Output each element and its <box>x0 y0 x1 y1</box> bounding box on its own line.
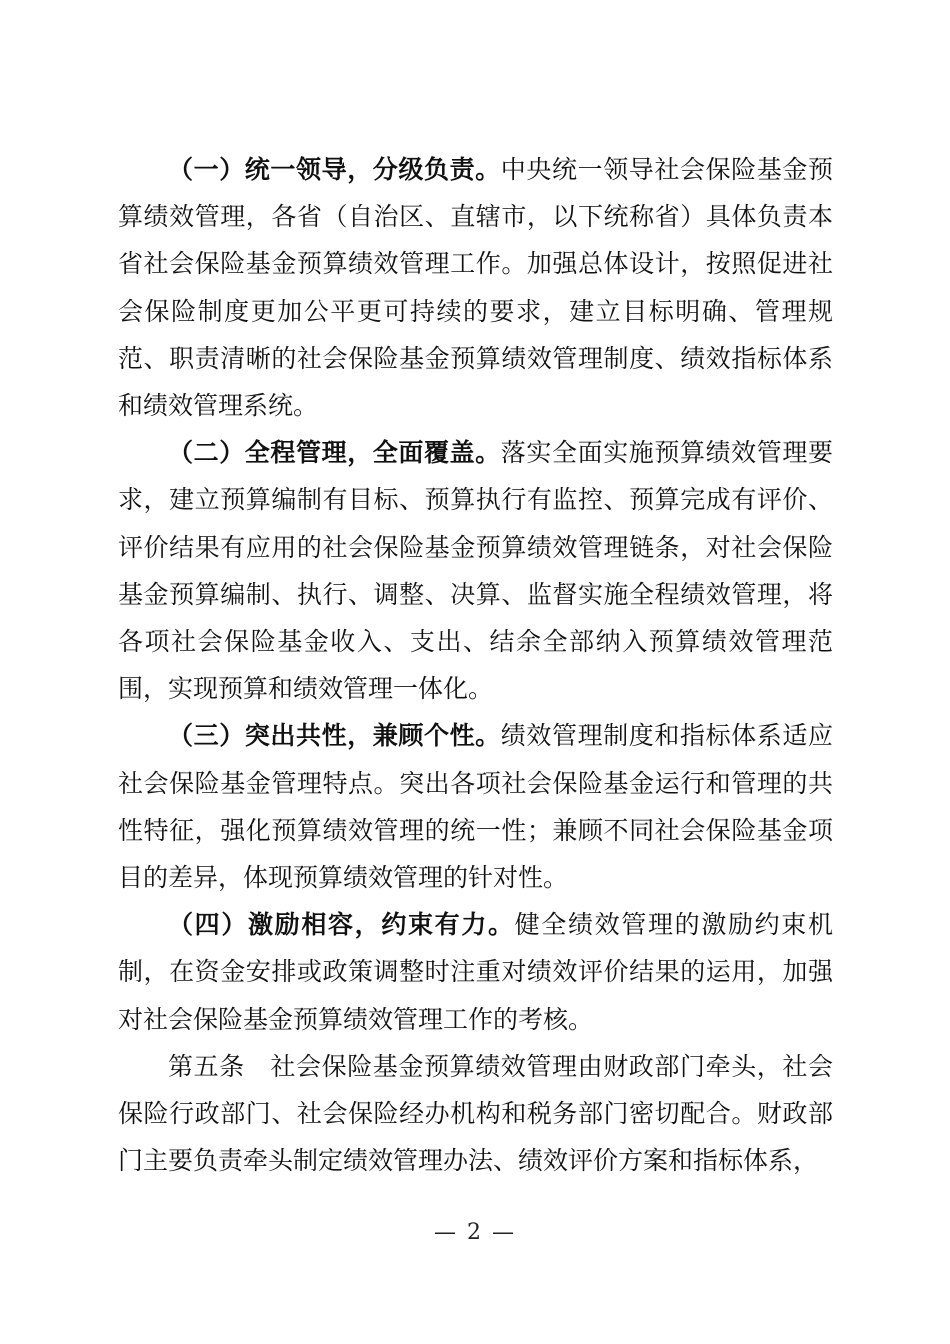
paragraph-text: 第五条 社会保险基金预算绩效管理由财政部门牵头，社会保险行政部门、社会保险经办机构和税务部门密切配合。财政部门主要负责牵头制定绩效管理办法、绩效评价方案和指标体系， <box>118 1051 833 1176</box>
body-text <box>118 146 833 1184</box>
page-number: — 2 — <box>434 1220 516 1245</box>
paragraph-lead: （三）突出共性，兼顾个性。 <box>168 721 501 751</box>
paragraph-principle-4 <box>118 901 833 1043</box>
paragraph-lead: （四）激励相容，约束有力。 <box>168 910 515 940</box>
paragraph-principle-3 <box>118 712 833 901</box>
paragraph-principle-2 <box>118 429 833 712</box>
paragraph-text: 落实全面实施预算绩效管理要求，建立预算编制有目标、预算执行有监控、预算完成有评价、评价结果有应用的社会保险基金预算绩效管理链条，对社会保险基金预算编制、执行、调整、决算、监督实施全程绩效管理，将各项社会保险基金收入、支出、结余全部纳入预算绩效管理范围，实现预算和绩效管理一体化。 <box>118 438 833 704</box>
paragraph-lead: （一）统一领导，分级负责。 <box>168 155 501 184</box>
paragraph-principle-1 <box>118 146 833 429</box>
paragraph-text: 健全绩效管理的激励约束机制，在资金安排或政策调整时注重对绩效评价结果的运用，加强对社会保险基金预算绩效管理工作的考核。 <box>118 910 833 1034</box>
paragraph-text: 绩效管理制度和指标体系适应社会保险基金管理特点。突出各项社会保险基金运行和管理的共性特征，强化预算绩效管理的统一性；兼顾不同社会保险基金项目的差异，体现预算绩效管理的针对性。 <box>118 721 833 893</box>
paragraph-article-5 <box>118 1043 833 1185</box>
paragraph-text: 中央统一领导社会保险基金预算绩效管理，各省（自治区、直辖市，以下统称省）具体负责本省社会保险基金预算绩效管理工作。加强总体设计，按照促进社会保险制度更加公平更可持续的要求，建立目标明确、管理规范、职责清晰的社会保险基金预算绩效管理制度、绩效指标体系和绩效管理系统。 <box>118 155 833 421</box>
paragraph-lead: （二）全程管理，全面覆盖。 <box>168 438 501 468</box>
